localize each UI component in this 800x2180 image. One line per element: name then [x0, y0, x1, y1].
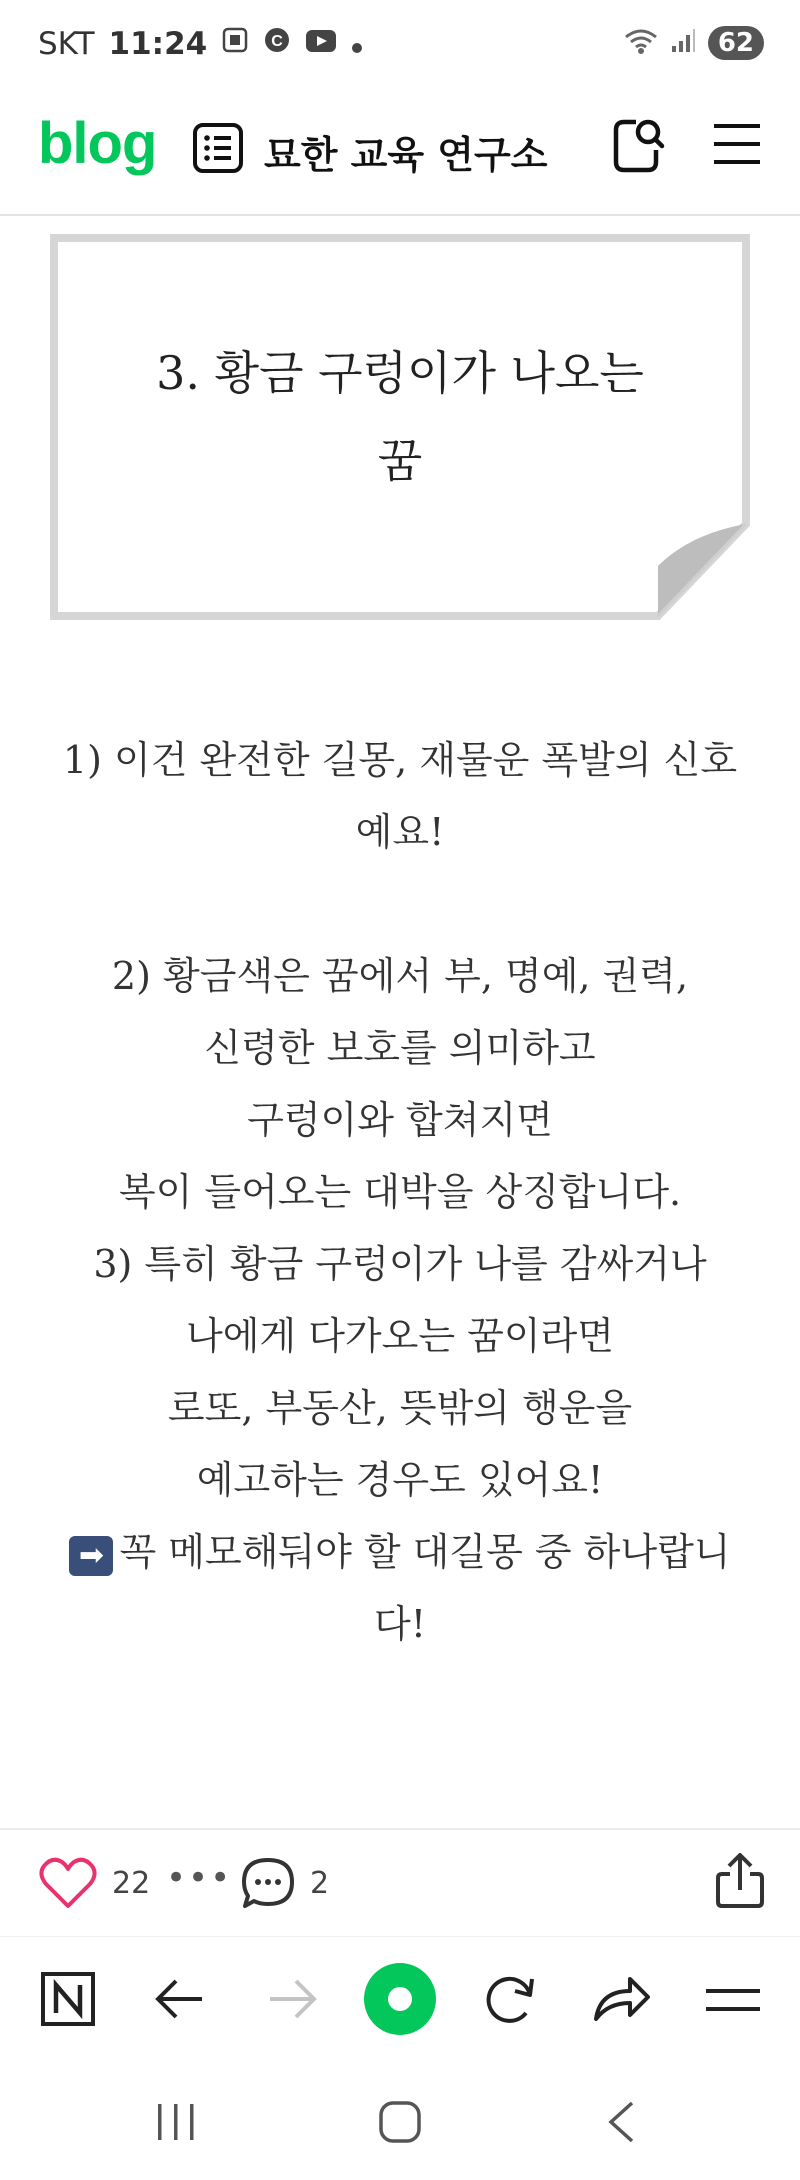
- post-list-icon[interactable]: [192, 122, 244, 178]
- search-button[interactable]: [610, 116, 666, 180]
- like-button[interactable]: [38, 1856, 150, 1910]
- browser-menu-button[interactable]: [704, 1985, 762, 2021]
- note-title-line: 3. 황금 구렁이가 나오는: [156, 346, 644, 400]
- youtube-icon: [305, 26, 337, 62]
- arrow-left-icon: [154, 1977, 206, 2021]
- paragraph-3: [40, 1228, 760, 1516]
- more-options-button[interactable]: •••: [166, 1858, 233, 1898]
- chevron-left-icon: [606, 2100, 636, 2144]
- screenshot-icon: [221, 26, 249, 62]
- blog-logo[interactable]: blog: [38, 111, 157, 176]
- search-icon: [610, 116, 666, 176]
- right-arrow-emoji-icon: ➡: [69, 1536, 113, 1576]
- system-back-button[interactable]: [606, 2100, 636, 2148]
- two-line-menu-icon: [704, 1985, 762, 2017]
- blog-header: [0, 92, 800, 216]
- paragraph-2: [40, 940, 760, 1228]
- text-line: 1) 이건 완전한 길몽, 재물운 폭발의 신호: [62, 738, 738, 782]
- text-line: 나에게 다가오는 꿈이라면: [186, 1314, 614, 1358]
- clock: 11:24: [108, 26, 208, 62]
- green-dot-button[interactable]: [362, 1961, 438, 2041]
- memo-paragraph: [40, 1516, 760, 1660]
- battery-level: 62: [708, 26, 764, 60]
- menu-button[interactable]: [712, 120, 762, 172]
- heart-icon: [38, 1856, 98, 1910]
- comment-count: 2: [310, 1865, 330, 1901]
- hamburger-icon: [712, 120, 762, 168]
- share-icon: [714, 1852, 766, 1910]
- post-content: [0, 216, 800, 1826]
- text-line: 구렁이와 합쳐지면: [247, 1098, 553, 1142]
- share-forward-button[interactable]: [592, 1973, 652, 2027]
- wifi-icon: [624, 27, 658, 59]
- home-button[interactable]: [378, 2100, 422, 2148]
- title-note-card: [50, 234, 750, 624]
- memo-text: 꼭 메모해둬야 할 대길몽 중 하나랍니: [119, 1530, 731, 1574]
- naver-home-button[interactable]: [40, 1971, 96, 2031]
- reload-icon: [482, 1971, 538, 2027]
- share-button[interactable]: [714, 1852, 766, 1910]
- back-button[interactable]: [154, 1977, 206, 2025]
- blog-title[interactable]: 묘한 교육 연구소: [264, 133, 548, 177]
- forward-share-icon: [592, 1973, 652, 2023]
- text-line: 2) 황금색은 꿈에서 부, 명예, 권력,: [111, 954, 689, 998]
- signal-icon: [670, 28, 696, 58]
- home-icon: [378, 2100, 422, 2144]
- notification-dot-icon: [351, 26, 363, 62]
- text-line: 복이 들어오는 대박을 상징합니다.: [118, 1170, 682, 1214]
- post-action-bar: [0, 1828, 800, 1938]
- recent-apps-button[interactable]: [154, 2102, 198, 2146]
- text-line: 3) 특히 황금 구렁이가 나를 감싸거나: [93, 1242, 707, 1286]
- browser-toolbar: [0, 1936, 800, 2071]
- forward-button[interactable]: [266, 1977, 318, 2025]
- reload-button[interactable]: [482, 1971, 538, 2031]
- text-line: 예고하는 경우도 있어요!: [196, 1458, 604, 1502]
- svg-text:C: C: [271, 33, 284, 50]
- green-dot-icon: [362, 1961, 438, 2037]
- text-line: 로또, 부동산, 뜻밖의 행운을: [167, 1386, 633, 1430]
- text-line: 다!: [374, 1602, 426, 1646]
- note-title-line: 꿈: [377, 434, 423, 488]
- comment-bubble-icon: [240, 1856, 296, 1910]
- naver-n-icon: [40, 1971, 96, 2027]
- text-line: 예요!: [355, 810, 445, 854]
- status-bar: [0, 0, 800, 92]
- text-line: [40, 1516, 760, 1588]
- comment-button[interactable]: [240, 1856, 329, 1910]
- text-line: 신령한 보호를 의미하고: [204, 1026, 596, 1070]
- c-app-icon: [263, 26, 291, 62]
- like-count: 22: [112, 1865, 151, 1901]
- arrow-right-icon: [266, 1977, 318, 2021]
- carrier: SKT: [38, 26, 95, 62]
- paragraph-1: [40, 724, 760, 868]
- note-title: [50, 329, 750, 505]
- recent-apps-icon: [154, 2102, 198, 2142]
- system-navigation-bar: [0, 2070, 800, 2180]
